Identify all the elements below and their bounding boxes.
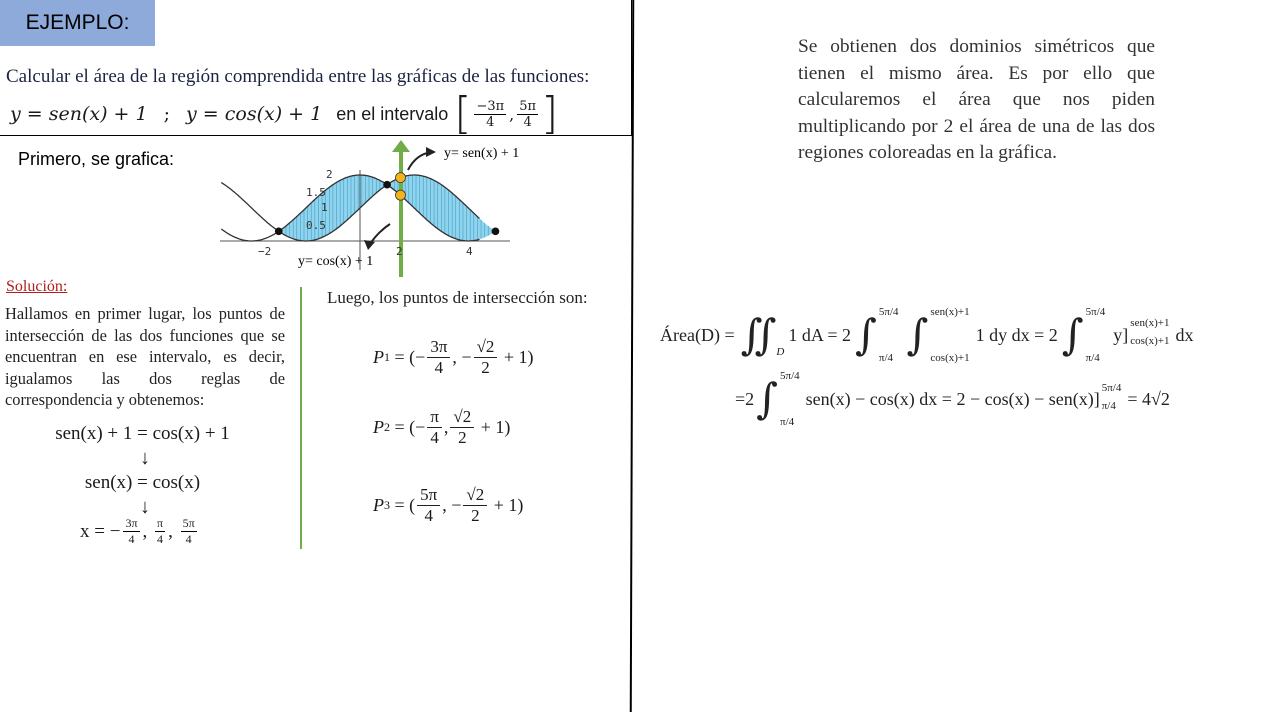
function-cos: y = cos(x) + 1 [186, 103, 323, 125]
function-sin: y = sen(x) + 1 [10, 103, 148, 125]
explanation-paragraph: Se obtienen dos dominios simétricos que tienen el mismo área. Es por ello que calcularemos el área que nos piden multiplicando por 2 el área de una de las dos regiones coloreadas en la gráfica. [798, 36, 1155, 164]
section-divider [300, 287, 302, 549]
marker-bottom [396, 190, 406, 200]
point-p3: P 3 = ( 5π 4 , − $\frac{√2}{2}$ + 1) [373, 485, 524, 525]
label-cos: y= cos(x) + 1 [298, 254, 374, 269]
graph-intro: Primero, se grafica: [18, 149, 175, 169]
equation-1: sen(x) + 1 = cos(x) + 1 [55, 423, 230, 444]
function-graph [220, 140, 550, 280]
x-tick-2: 2 [396, 245, 403, 258]
arrow-1: ↓ [140, 447, 150, 469]
x-tick-neg2: −2 [258, 245, 272, 258]
arrow-2: ↓ [140, 496, 150, 518]
point-p1: P 1 = (− $\frac{3\pi}{4}$ , − $\frac{√2}{2}$ + 1) [373, 337, 534, 377]
right-bracket: ] [541, 88, 559, 139]
label-sin: y= sen(x) + 1 [444, 146, 520, 161]
intersection-dot-1 [275, 228, 283, 236]
solution-text: Hallamos en primer lugar, los puntos de intersección de las dos funciones que se encuentran en ese intervalo, es decir, igualamos las dos reglas de correspondencia y obtenemos: [5, 304, 285, 410]
y-tick-1-5: 1.5 [306, 186, 326, 199]
y-tick-2: 2 [326, 168, 333, 181]
solution-label: Solución: [6, 278, 68, 295]
marker-top [396, 173, 406, 183]
separator: ; [163, 103, 170, 125]
interval-upper: $\frac{5\pi}{4}$ [519, 98, 537, 130]
interval-lower: $\frac{-3\pi}{4}$ [476, 98, 505, 130]
equation-2: sen(x) = cos(x) [84, 472, 201, 493]
point-p2: P 2 = (− $\frac{\pi}{4}$ , √2 2 + 1) [373, 407, 511, 447]
area-formula-line-1: Área(D) = ∬ D 1 dA = 2 ∫ 5π/4 π/4 ∫ sen(x)+1 cos(x)+1 1 dy dx = 2 ∫ 5π/4 π/4 y] sen(x)+1 cos(x)+1 dx [660, 306, 1194, 364]
y-tick-1: 1 [321, 201, 328, 214]
y-tick-0-5: 0.5 [306, 219, 326, 232]
problem-statement: Calcular el área de la región comprendida entre las gráficas de las funciones: [6, 66, 590, 87]
vertical-line-arrowhead [392, 140, 410, 152]
area-formula-line-2: =2 ∫ 5π/4 π/4 sen(x) − cos(x) dx = 2 − cos(x) − sen(x)] 5π/4 π/4 = 4√2 [735, 370, 1170, 428]
intersection-dot-3 [492, 228, 500, 236]
interval-label: en el intervalo [336, 103, 449, 124]
intersection-dot-2 [383, 181, 391, 189]
functions-line: y = sen(x) + 1 ; y = cos(x) + 1 en el intervalo [ $\frac{-3\pi}{4}$ , $\frac{5\pi}{4}$ ] [10, 88, 559, 139]
left-bracket: [ [454, 88, 472, 139]
arrow-to-sin-head [426, 147, 436, 157]
equation-3: x = − $\frac{3\pi}{4}$ , $\frac{\pi}{4}$ , $\frac{5\pi}{4}$ [80, 516, 195, 546]
example-title: EJEMPLO: [0, 0, 155, 46]
intersections-label: Luego, los puntos de intersección son: [327, 288, 588, 307]
x-tick-4: 4 [466, 245, 473, 258]
